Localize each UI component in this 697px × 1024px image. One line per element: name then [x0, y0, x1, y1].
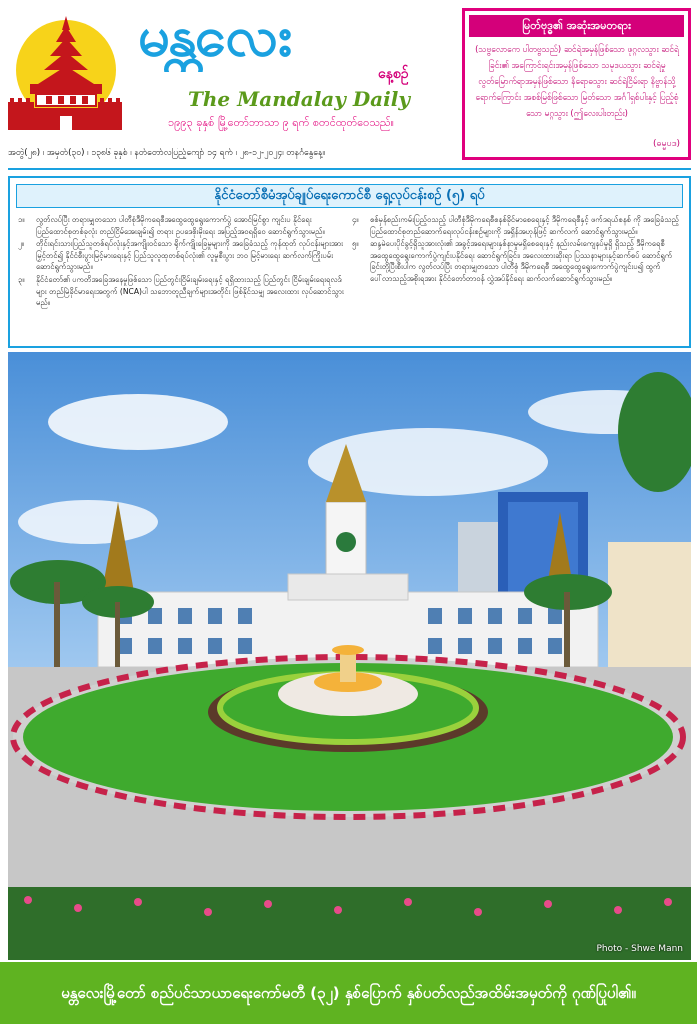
teaching-title: မြတ်ဗုဒ္ဓ၏ အဆုံးအမတရား [469, 15, 684, 37]
point-text: နိုင်ငံတော်၏ ပကတိအခြေအနေမှုဖြစ်သော ပြည်တွင်းငြိမ်းချမ်းရေးနှင့် ရရှိထားသည့် ပြည်တွင်း ငြိမ်းချမ်းရေးရလဒ်များ တည်မြဲခိုင်မာရေးအတွက် (NCA)ပါ သဘောတူညီချက်များအတိုင်း ဖြစ်နိုင်သမျှ အလေးထား လုပ်ဆောင်သွားမည်။ [36, 274, 344, 308]
footer-text: မန္တလေးမြို့တော် စည်ပင်သာယာရေးကော်မတီ (၃၂) နှစ်ပြောက် နှစ်ပတ်လည်အထိမ်းအမှတ်ကို ဂုဏ်ပြုပါ၏။ [61, 984, 636, 1002]
news-point [18, 238, 348, 273]
title-english: The Mandalay Daily [188, 87, 410, 111]
photo-credit: Photo - Shwe Mann [596, 944, 683, 954]
point-number: ၁။ [18, 215, 25, 224]
news-column-right [352, 214, 682, 344]
buddha-teaching-box [462, 8, 691, 160]
point-number: ၅။ [352, 239, 359, 249]
teaching-body: (သဗ္ဗလောကေ ပါတဗ္ဗသည်) ဆင်ရဲအမှန်ဖြစ်သော ဖုဂ္ဂလသွား ဆင်ရဲခြင်း၏ အကြောင်းရင်းအမှန်ဖြစ်သော သမုဒယသွား ဆင်ရဲမှု လွတ်မြောက်ရာအမှန်ဖြစ်သော နိရောဓသွား ဆင်ရဲငြိမ်းရာ နိဗ္ဗာန်သို့ရောက်ကြောင်း အစစ်မြစ်ဖြစ်သော မြတ်သော အင်္ဂါရှစ်ပါးနှင့် ပြည့်စုံသော မဂ္ဂသွား (ဤလေးပါးတည်း) [475, 44, 679, 118]
masthead-tagline: ၁၉၉၃ ခုနှစ် မြို့တော်ဘာသာ ၉ ရက် စတင်ထုတ်ဝေသည်။ [168, 116, 394, 129]
point-text: စစ်မှန်စည်းကမ်းပြည့်ဝသည့် ပါတီစုံဒီမိုကရေစီစနစ်ခိုင်မာစေရေးနှင့် ဒီမိုကရေစီနှင့် ဖက်ဒရယ်စနစ် ကို အခြေခံသည့် ပြည်ထောင်စုတည်ဆောက်ရေးလုပ်ငန်းစဉ်များကို အရှိန်အဟုန်ဖြင့် ဆက်လက် ဆောင်ရွက်သွားမည်။ [370, 215, 679, 236]
footer-banner [0, 962, 697, 1024]
teaching-source: (ဓမ္မပဒ) [652, 139, 680, 149]
masthead [0, 0, 697, 150]
point-number: ၃။ [18, 274, 25, 284]
news-column-left [18, 214, 348, 344]
news-point [352, 238, 682, 284]
city-hall-photo [8, 352, 691, 960]
newspaper-title [128, 2, 458, 137]
news-headline: နိုင်ငံတော်စီမံအုပ်ချုပ်ရေးကောင်စီ ရှေ့လုပ်ငန်းစဉ် (၅) ရပ် [16, 184, 683, 208]
point-text: တိုင်းရင်းသားပြည်သူတစ်ရပ်လုံးနှင့်အကျိုးဝင်သော ရိုက်ကျိုးခြေမှုများကို အခြေခံသည့် ကုန်ထုတ် လုပ်ငန်းများအား မြှင့်တင်၍ နိုင်ငံစီးပွားမြင့်မားရေးနှင့် ပြည်သူလူထုတစ်ရပ်လုံး၏ လူမှုစီးပွား ဘဝ မြင့်မားရေး ဆက်လက်ကြိုးပမ်းဆောင်ရွက်သွားမည်။ [36, 239, 343, 272]
news-box [8, 176, 691, 348]
title-suffix: နေ့စဉ် [378, 66, 409, 82]
news-point [352, 214, 682, 237]
issue-dateline: အတွဲ(၂၈) ၊ အမှတ်(၃၀) ၊ ၁၃၈၆ ခုနှစ် ၊ နတ်တော်လပြည့်ကျော် ၁၄ ရက် ၊ ၂၈-၁၂-၂၀၂၄၊ တနင်္ဂနွေနေ့။ [8, 148, 326, 158]
palace-logo-graphic [6, 12, 124, 134]
point-number: ၄။ [352, 215, 359, 224]
point-text: လွတ်လပ်ပြီး တရားမျှတသော ပါတီစုံဒီမိုကရေစီအထွေထွေရွေးကောက်ပွဲ အောင်မြင်စွာ ကျင်းပ နိုင်ရေး ပြည်ထောင်စုတစ်ခုလုံး တည်ငြိမ်အေးချမ်း၍ တရား ဥပဒေစိုးမိုးရေး အပြည့်အဝရရှိဝေ ဆောင်ရွက်သွားမည်။ [36, 215, 325, 236]
point-number: ၂။ [18, 239, 25, 249]
palace-logo [6, 12, 124, 134]
divider [8, 168, 691, 170]
news-point [18, 274, 348, 309]
city-hall-illustration [8, 352, 691, 960]
title-burmese: မန္တလေး [138, 4, 291, 69]
point-text: ဆန္ဒမဲပေးပိုင်ခွင့်ရှိသူအားလုံး၏ အခွင့်အရေးများနှစ်နာမှုမရှိစေရေးနှင့် နည်းလမ်းကျေနပ်မှုရှိ ရှိသည့် ဒီမိုကရေစီ အထွေထွေရွေးကောက်ပွဲကျင်းပနိုင်ရေး ဆောင်ရွက်ခြင်း၊ အလေးထားဆိုးရာ ပြဿနာများနှင့်ဆက်စပ် ဆောင်ရွက်ခြင်းတို့ပြီးစီးပါက လွတ်လပ်ပြီး တရားမျှတသော ပါတီစုံ ဒီမိုကရေစီ အထွေထွေရွေးကောက်ပွဲကျင်းပ၍ ထွက်ပေါ်လာသည့်အစိုးရအား နိုင်ငံတော်တာဝန် လွှဲအပ်နိုင်ရေး ဆက်လက်ဆောင်ရွက်သွားမည်။ [370, 239, 673, 283]
news-point [18, 214, 348, 237]
